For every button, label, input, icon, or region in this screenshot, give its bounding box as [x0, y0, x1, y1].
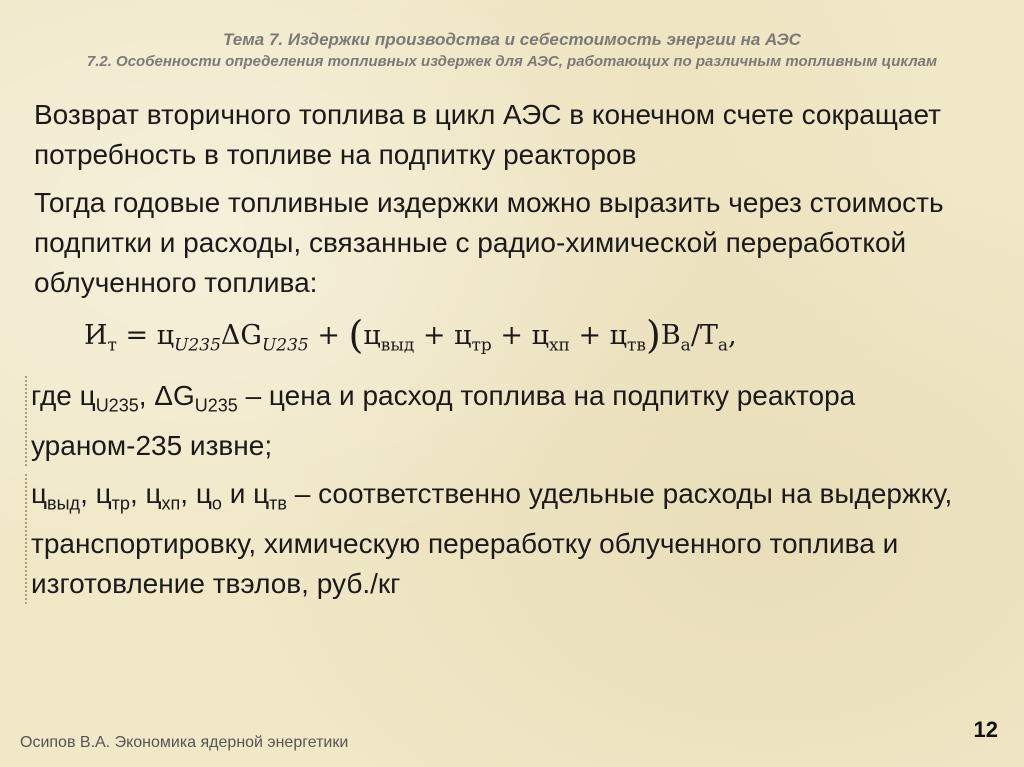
p4-c1-sub: выд — [47, 493, 81, 514]
formula-sub-u235-b: U235 — [261, 335, 309, 356]
formula-lhs-sub: т — [107, 335, 117, 356]
formula-eq: = ц — [116, 320, 175, 351]
formula-sub-u235-a: U235 — [174, 335, 221, 356]
paragraph-u235-definition — [25, 376, 991, 466]
p3-text-b: , ΔG — [138, 380, 195, 411]
paragraph-annual-costs: Тогда годовые топливные издержки можно выразить через стоимость подпитки и расходы, связанные с радио-химической переработкой облученного топлива: — [34, 187, 944, 298]
p4-c2-sub: тр — [111, 493, 130, 514]
formula-delta-g: ΔG — [220, 320, 262, 351]
formula-c3-sub: хп — [548, 335, 570, 356]
p3-text-rest: – цена и расход топлива на подпитку реактора ураном-235 извне; — [31, 380, 856, 461]
p4-c3: , ц — [129, 478, 162, 509]
page-number: 12 — [973, 717, 998, 742]
p4-c3-sub: хп — [161, 493, 181, 514]
p4-c2: , ц — [80, 478, 112, 509]
formula-close-paren: ) — [646, 313, 661, 357]
formula-c1-sub: выд — [380, 335, 415, 356]
p3-sub-a: U235 — [95, 395, 139, 416]
p4-c1: ц — [31, 478, 48, 509]
fuel-cost-formula — [84, 313, 737, 357]
formula-t-sub: а — [717, 335, 729, 356]
formula-c1: ц — [363, 320, 381, 351]
formula-b-sub: а — [680, 335, 691, 356]
p4-c5: и ц — [221, 478, 270, 509]
slide-header — [0, 30, 1024, 72]
p3-sub-b: U235 — [194, 395, 238, 416]
subtopic-title: 7.2. Особенности определения топливных издержек для АЭС, работающих по различным топливным циклам — [86, 53, 938, 70]
formula-end: , — [728, 320, 737, 351]
formula-div: /Т — [690, 320, 718, 351]
p4-c4-sub: о — [211, 493, 222, 514]
formula-c2-sub: тр — [471, 335, 492, 356]
formula-c4-sub: тв — [627, 335, 646, 356]
formula-c2: + ц — [414, 320, 472, 351]
paragraph-specific-costs — [25, 474, 991, 604]
formula-plus: + — [308, 320, 349, 351]
formula-c4: + ц — [569, 320, 628, 351]
paragraph-fuel-return: Возврат вторичного топлива в цикл АЭС в конечном счете сокращает потребность в топливе на подпитку реакторов — [34, 99, 941, 170]
p3-text-a: где ц — [31, 380, 96, 411]
formula-b: В — [660, 320, 681, 351]
formula-c3: + ц — [491, 320, 549, 351]
formula-open-paren: ( — [348, 313, 364, 357]
p4-c5-sub: тв — [269, 493, 287, 514]
p4-text-rest: – соответственно удельные расходы на выдержку, транспортировку, химическую переработку облученного топлива и изготовление твэлов, руб./кг — [31, 478, 953, 599]
formula-lhs: И — [84, 320, 108, 351]
topic-title: Тема 7. Издержки производства и себестоимость энергии на АЭС — [223, 30, 801, 49]
p4-c4: , ц — [180, 478, 212, 509]
footer-author: Осипов В.А. Экономика ядерной энергетики — [20, 734, 349, 751]
